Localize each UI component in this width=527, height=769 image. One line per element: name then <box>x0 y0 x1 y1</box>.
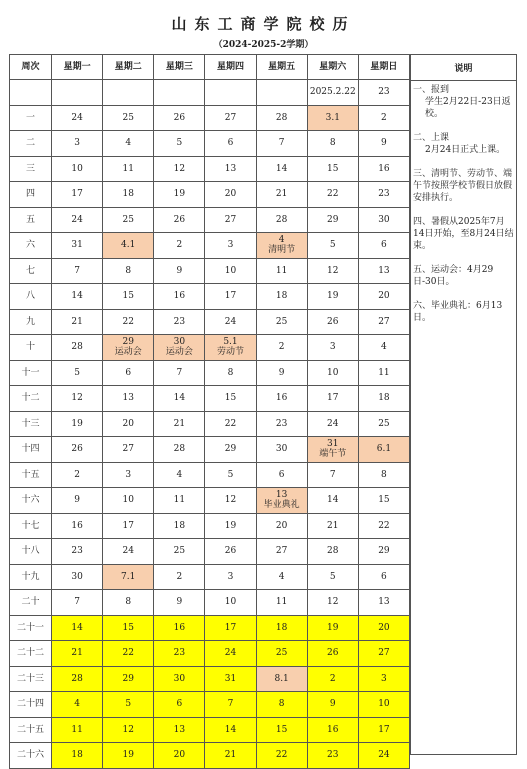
note-item <box>411 261 516 288</box>
day-cell: 21 <box>256 182 307 208</box>
day-cell: 3 <box>358 666 409 692</box>
day-cell: 12 <box>307 258 358 284</box>
day-cell: 21 <box>52 309 103 335</box>
table-row <box>10 258 410 284</box>
week-cell: 十九 <box>10 564 52 590</box>
day-cell: 2 <box>154 564 205 590</box>
day-cell: 8 <box>205 360 256 386</box>
week-cell: 十七 <box>10 513 52 539</box>
day-cell: 19 <box>307 284 358 310</box>
day-cell: 11 <box>358 360 409 386</box>
table-row <box>10 233 410 259</box>
header-mon: 星期一 <box>52 55 103 80</box>
day-cell: 12 <box>103 717 154 743</box>
table-row <box>10 590 410 616</box>
week-cell: 七 <box>10 258 52 284</box>
day-cell: 29 <box>103 666 154 692</box>
day-cell: 22 <box>256 743 307 769</box>
day-cell: 27 <box>205 105 256 131</box>
day-cell: 15 <box>103 284 154 310</box>
day-cell: 4 <box>52 692 103 718</box>
table-row <box>10 309 410 335</box>
note-item <box>411 297 516 324</box>
day-cell: 2 <box>358 105 409 131</box>
table-row <box>10 182 410 208</box>
header-sun: 星期日 <box>358 55 409 80</box>
day-cell: 10 <box>307 360 358 386</box>
day-cell: 14 <box>307 488 358 514</box>
header-wed: 星期三 <box>154 55 205 80</box>
note-item <box>411 213 516 252</box>
day-cell: 14 <box>256 156 307 182</box>
day-cell <box>52 80 103 106</box>
day-cell: 23 <box>154 641 205 667</box>
day-cell: 28 <box>256 105 307 131</box>
table-row <box>10 717 410 743</box>
day-cell: 24 <box>205 641 256 667</box>
day-cell: 25 <box>256 309 307 335</box>
week-cell: 四 <box>10 182 52 208</box>
notes-body <box>411 81 517 755</box>
day-cell: 17 <box>205 615 256 641</box>
day-cell: 29 <box>205 437 256 463</box>
day-cell: 14 <box>52 615 103 641</box>
day-cell: 7 <box>154 360 205 386</box>
week-cell: 十五 <box>10 462 52 488</box>
day-cell: 16 <box>307 717 358 743</box>
day-cell: 20 <box>154 743 205 769</box>
day-cell: 12 <box>154 156 205 182</box>
day-cell: 22 <box>103 641 154 667</box>
header-sat: 星期六 <box>307 55 358 80</box>
day-cell: 25 <box>256 641 307 667</box>
day-cell: 20 <box>358 284 409 310</box>
day-cell <box>154 80 205 106</box>
week-cell: 二十五 <box>10 717 52 743</box>
day-cell: 2025.2.22 <box>307 80 358 106</box>
day-cell: 3 <box>205 233 256 259</box>
day-cell: 5 <box>307 233 358 259</box>
day-cell: 15 <box>103 615 154 641</box>
day-cell: 19 <box>103 743 154 769</box>
day-cell: 27 <box>103 437 154 463</box>
note-text: 学生2月22日-23日返校。 <box>425 97 511 119</box>
day-cell: 23 <box>154 309 205 335</box>
header-fri: 星期五 <box>256 55 307 80</box>
day-cell: 24 <box>103 539 154 565</box>
day-cell: 5 <box>103 692 154 718</box>
day-cell: 24 <box>205 309 256 335</box>
day-cell: 17 <box>52 182 103 208</box>
header-thu: 星期四 <box>205 55 256 80</box>
day-cell: 16 <box>154 615 205 641</box>
day-cell: 14 <box>52 284 103 310</box>
day-cell: 23 <box>358 182 409 208</box>
day-cell: 15 <box>256 717 307 743</box>
day-cell: 20 <box>358 615 409 641</box>
day-cell: 2 <box>256 335 307 361</box>
week-cell: 十八 <box>10 539 52 565</box>
day-cell: 11 <box>256 258 307 284</box>
header-week: 周次 <box>10 55 52 80</box>
day-cell: 2 <box>307 666 358 692</box>
calendar-header-row <box>10 55 410 80</box>
day-cell: 5 <box>154 131 205 157</box>
day-cell: 30 <box>154 666 205 692</box>
note-item <box>411 129 516 156</box>
day-cell: 12 <box>307 590 358 616</box>
day-cell: 13 毕业典礼 <box>256 488 307 514</box>
table-row <box>10 284 410 310</box>
day-cell: 19 <box>307 615 358 641</box>
day-cell: 18 <box>103 182 154 208</box>
day-cell: 13 <box>154 717 205 743</box>
day-cell: 7 <box>52 590 103 616</box>
table-row <box>10 105 410 131</box>
day-cell: 18 <box>256 615 307 641</box>
table-row <box>10 437 410 463</box>
day-cell: 21 <box>52 641 103 667</box>
table-row <box>10 539 410 565</box>
day-cell <box>205 80 256 106</box>
day-cell: 12 <box>52 386 103 412</box>
day-cell: 11 <box>154 488 205 514</box>
day-cell: 8.1 <box>256 666 307 692</box>
day-cell: 17 <box>103 513 154 539</box>
week-cell: 二十二 <box>10 641 52 667</box>
day-cell: 21 <box>307 513 358 539</box>
table-row <box>10 743 410 769</box>
day-cell: 9 <box>256 360 307 386</box>
day-cell: 21 <box>154 411 205 437</box>
day-cell: 31 <box>52 233 103 259</box>
note-text: 四、暑假从2025年7月14日开始，至8月24日结束。 <box>413 217 514 251</box>
day-cell: 11 <box>256 590 307 616</box>
day-cell: 17 <box>307 386 358 412</box>
day-cell: 23 <box>307 743 358 769</box>
day-cell: 18 <box>358 386 409 412</box>
day-cell: 25 <box>103 105 154 131</box>
table-row <box>10 386 410 412</box>
page-title: 山东工商学院校历 <box>171 15 356 33</box>
day-cell: 18 <box>256 284 307 310</box>
day-cell: 27 <box>358 641 409 667</box>
day-cell: 9 <box>154 258 205 284</box>
table-row <box>10 615 410 641</box>
day-cell: 4 <box>103 131 154 157</box>
day-cell: 27 <box>256 539 307 565</box>
day-cell: 28 <box>52 666 103 692</box>
day-cell: 9 <box>307 692 358 718</box>
day-cell: 23 <box>256 411 307 437</box>
day-cell: 11 <box>52 717 103 743</box>
day-cell: 10 <box>205 590 256 616</box>
day-cell: 8 <box>256 692 307 718</box>
day-cell: 31 端午节 <box>307 437 358 463</box>
day-cell: 6 <box>103 360 154 386</box>
table-row <box>10 641 410 667</box>
week-cell: 二十 <box>10 590 52 616</box>
day-cell: 4.1 <box>103 233 154 259</box>
day-cell: 3 <box>307 335 358 361</box>
day-cell: 30 <box>52 564 103 590</box>
day-cell: 14 <box>154 386 205 412</box>
day-cell: 4 <box>358 335 409 361</box>
day-cell: 26 <box>52 437 103 463</box>
day-cell: 9 <box>52 488 103 514</box>
table-row <box>10 335 410 361</box>
day-cell: 16 <box>154 284 205 310</box>
week-cell: 八 <box>10 284 52 310</box>
day-cell: 20 <box>256 513 307 539</box>
week-cell: 十四 <box>10 437 52 463</box>
week-cell: 一 <box>10 105 52 131</box>
day-cell: 25 <box>154 539 205 565</box>
day-cell: 8 <box>103 590 154 616</box>
day-cell: 22 <box>358 513 409 539</box>
day-cell: 24 <box>52 105 103 131</box>
day-cell: 7 <box>307 462 358 488</box>
day-cell: 6 <box>256 462 307 488</box>
day-cell: 15 <box>307 156 358 182</box>
day-cell: 4 清明节 <box>256 233 307 259</box>
table-row <box>10 666 410 692</box>
day-cell: 10 <box>358 692 409 718</box>
day-cell: 8 <box>103 258 154 284</box>
week-cell <box>10 80 52 106</box>
day-cell: 16 <box>52 513 103 539</box>
day-cell: 20 <box>205 182 256 208</box>
day-cell: 6.1 <box>358 437 409 463</box>
day-cell: 10 <box>52 156 103 182</box>
day-cell: 30 运动会 <box>154 335 205 361</box>
day-cell: 17 <box>205 284 256 310</box>
day-cell: 6 <box>205 131 256 157</box>
day-cell: 27 <box>358 309 409 335</box>
calendar-body <box>10 80 410 769</box>
table-row <box>10 462 410 488</box>
table-row <box>10 488 410 514</box>
day-cell: 6 <box>154 692 205 718</box>
day-cell: 24 <box>307 411 358 437</box>
day-cell: 26 <box>154 207 205 233</box>
day-cell: 14 <box>205 717 256 743</box>
day-cell: 19 <box>154 182 205 208</box>
table-row <box>10 207 410 233</box>
header-tue: 星期二 <box>103 55 154 80</box>
day-cell: 3 <box>103 462 154 488</box>
day-cell: 19 <box>205 513 256 539</box>
day-cell: 2 <box>154 233 205 259</box>
day-cell: 18 <box>52 743 103 769</box>
day-cell: 13 <box>205 156 256 182</box>
day-cell: 19 <box>52 411 103 437</box>
table-row <box>10 131 410 157</box>
calendar-table <box>9 54 410 769</box>
table-row <box>10 564 410 590</box>
day-cell: 16 <box>358 156 409 182</box>
note-text: 六、毕业典礼：6月13日。 <box>413 301 503 323</box>
day-cell: 7 <box>256 131 307 157</box>
week-cell: 十 <box>10 335 52 361</box>
day-cell: 20 <box>103 411 154 437</box>
note-item <box>411 81 516 120</box>
notes-table <box>410 54 517 755</box>
day-cell: 11 <box>103 156 154 182</box>
day-cell: 28 <box>307 539 358 565</box>
day-cell: 9 <box>358 131 409 157</box>
table-row <box>10 360 410 386</box>
day-cell: 9 <box>154 590 205 616</box>
week-cell: 十一 <box>10 360 52 386</box>
day-cell: 27 <box>205 207 256 233</box>
day-cell: 28 <box>52 335 103 361</box>
week-cell: 二 <box>10 131 52 157</box>
day-cell: 3.1 <box>307 105 358 131</box>
day-cell: 29 运动会 <box>103 335 154 361</box>
day-cell: 21 <box>205 743 256 769</box>
week-cell: 十三 <box>10 411 52 437</box>
day-cell: 6 <box>358 564 409 590</box>
week-cell: 十二 <box>10 386 52 412</box>
day-cell: 24 <box>52 207 103 233</box>
week-cell: 二十一 <box>10 615 52 641</box>
day-cell: 2 <box>52 462 103 488</box>
week-cell: 十六 <box>10 488 52 514</box>
note-text: 五、运动会：4月29日-30日。 <box>413 265 494 287</box>
day-cell: 31 <box>205 666 256 692</box>
day-cell: 28 <box>256 207 307 233</box>
table-row <box>10 411 410 437</box>
day-cell: 22 <box>103 309 154 335</box>
day-cell: 8 <box>307 131 358 157</box>
day-cell: 3 <box>52 131 103 157</box>
day-cell: 13 <box>358 258 409 284</box>
day-cell: 22 <box>307 182 358 208</box>
note-text: 2月24日正式上课。 <box>425 145 506 155</box>
note-heading: 一、报到 <box>413 85 450 95</box>
day-cell: 26 <box>307 309 358 335</box>
table-row <box>10 80 410 106</box>
day-cell: 7 <box>205 692 256 718</box>
day-cell: 22 <box>205 411 256 437</box>
day-cell: 23 <box>358 80 409 106</box>
day-cell: 25 <box>103 207 154 233</box>
week-cell: 二十四 <box>10 692 52 718</box>
day-cell <box>103 80 154 106</box>
day-cell: 15 <box>358 488 409 514</box>
day-cell: 5 <box>52 360 103 386</box>
day-cell: 10 <box>205 258 256 284</box>
day-cell: 3 <box>205 564 256 590</box>
week-cell: 九 <box>10 309 52 335</box>
day-cell: 29 <box>358 539 409 565</box>
day-cell: 25 <box>358 411 409 437</box>
week-cell: 三 <box>10 156 52 182</box>
day-cell: 8 <box>358 462 409 488</box>
day-cell: 30 <box>256 437 307 463</box>
day-cell: 13 <box>103 386 154 412</box>
day-cell: 16 <box>256 386 307 412</box>
day-cell: 7.1 <box>103 564 154 590</box>
day-cell: 12 <box>205 488 256 514</box>
day-cell: 29 <box>307 207 358 233</box>
day-cell: 5.1 劳动节 <box>205 335 256 361</box>
page-subtitle: （2024-2025-2学期） <box>213 40 314 50</box>
day-cell: 15 <box>205 386 256 412</box>
day-cell: 17 <box>358 717 409 743</box>
day-cell: 23 <box>52 539 103 565</box>
day-cell: 5 <box>205 462 256 488</box>
note-item <box>411 165 516 204</box>
table-row <box>10 513 410 539</box>
day-cell: 6 <box>358 233 409 259</box>
day-cell: 10 <box>103 488 154 514</box>
week-cell: 二十三 <box>10 666 52 692</box>
day-cell: 18 <box>154 513 205 539</box>
day-cell: 28 <box>154 437 205 463</box>
note-heading: 二、上课 <box>413 133 450 143</box>
day-cell: 26 <box>205 539 256 565</box>
day-cell <box>256 80 307 106</box>
day-cell: 5 <box>307 564 358 590</box>
day-cell: 4 <box>256 564 307 590</box>
day-cell: 7 <box>52 258 103 284</box>
table-row <box>10 692 410 718</box>
note-text: 三、清明节、劳动节、端午节按照学校节假日放假安排执行。 <box>413 169 513 203</box>
week-cell: 六 <box>10 233 52 259</box>
day-cell: 30 <box>358 207 409 233</box>
notes-header: 说明 <box>411 55 517 81</box>
day-cell: 4 <box>154 462 205 488</box>
day-cell: 13 <box>358 590 409 616</box>
day-cell: 24 <box>358 743 409 769</box>
week-cell: 五 <box>10 207 52 233</box>
table-row <box>10 156 410 182</box>
day-cell: 26 <box>307 641 358 667</box>
day-cell: 26 <box>154 105 205 131</box>
week-cell: 二十六 <box>10 743 52 769</box>
